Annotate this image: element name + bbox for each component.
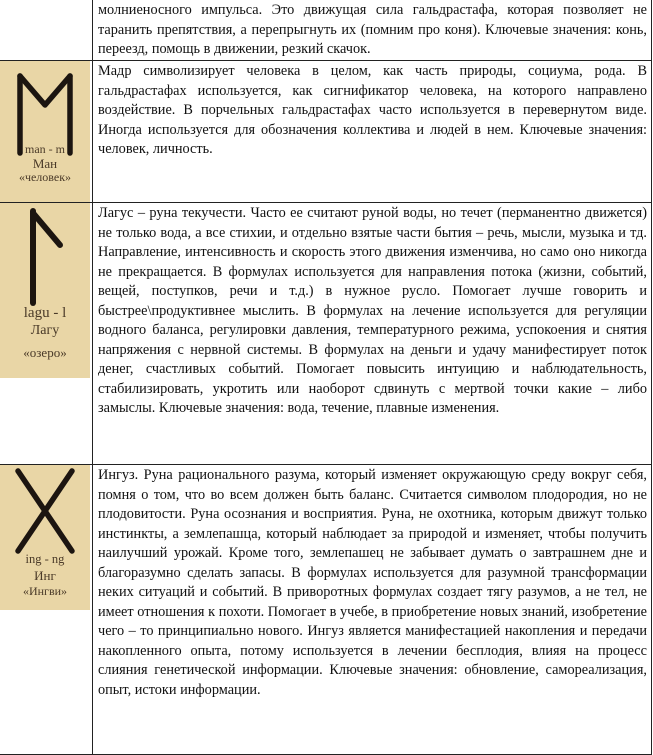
rune-caption-name: Ман [32, 156, 58, 171]
rune-caption-translit: lagu - l [23, 305, 67, 321]
ingwaz-rune-icon [0, 465, 90, 561]
rune-image-cell [0, 203, 93, 465]
table-row [0, 61, 652, 203]
description-cell [93, 61, 652, 203]
rune-caption-translit: ing - ng [25, 552, 65, 566]
rune-description: Лагус – руна текучести. Часто ее считают руной воды, но течет (перманентно движется) не только вода, а все стихии, и отдельно взятые части бытия – речь, мысли, музыка и тд. Направление, интенсивность и скорость этого движения изменчива, но само оно никогда не прекращается. В формулах используется для направления потока (жизни, событий, вещей, поступков, речи и т.д.) в нужное русло. Помогает лучше говорить и быстрее\продуктивнее мыслить. В формулах на лечение используется для регуляции водного баланса, регулировки давления, температурного режима, успокоения и снятия напряжения с нервной системы. В формулах на деньги и удачу манифестирует поток денег, счастливых событий. Помогает повысить интуицию и наблюдательность, стабилизировать, укротить или наоборот сдвинуть с мертвой точки какие – либо замыслы. Ключевые значения: вода, течение, плавные изменения. [98, 205, 647, 416]
rune-card [0, 465, 90, 610]
rune-description: молниеносного импульса. Это движущая сила гальдрастафа, которая позволяет не таранить препятствия, а перепрыгнуть их (помним про коня). Ключевые значения: конь, переезд, помощь в движении, резкий скачок. [98, 2, 647, 57]
table-row [0, 465, 652, 755]
laguz-rune-icon [0, 203, 90, 313]
description-cell [93, 203, 652, 465]
table-row [0, 203, 652, 465]
rune-caption-name: Лагу [30, 323, 60, 338]
rune-caption-name: Инг [34, 568, 56, 583]
table-row [0, 0, 652, 61]
description-cell [93, 465, 652, 755]
rune-caption-translit: man - m [25, 142, 65, 156]
empty-image-cell [0, 0, 93, 61]
rune-card [0, 203, 90, 378]
rune-caption-meaning: «Ингви» [22, 584, 68, 598]
rune-image-cell [0, 465, 93, 755]
description-cell [93, 0, 652, 61]
rune-card [0, 61, 90, 202]
rune-description: Ингуз. Руна рационального разума, который изменяет окружающую среду вокруг себя, помня о том, что во всем должен быть баланс. Считается символом плодородия, но не плодовитости. Руна осознания и восприятия. Руна, не охотника, которым движут только инстинкты, а землепашца, который наблюдает за природой и изменяет, чтобы получить наилучший урожай. Кроме того, землепашец не забывает думать о завтрашнем дне и благоразумно сделать запасы. В формулах используется для разумной трансформации неких ситуаций и событий. В приворотных формулах создает тягу разумов, а не тел, не имеет отношения к похоти. Помогает в учебе, в приобретение новых знаний, изобретение чего – то принципиально нового. Ингуз является манифестацией накопления и передачи накопленного опыта, потому используется в лечении бесплодия, влияя на процесс слияния генетической информации. Ключевые значения: обновление, самореализация, опыт, истоки информации. [98, 467, 647, 698]
rune-description: Мадр символизирует человека в целом, как часть природы, социума, рода. В гальдрастафах используется, как сигнификатор человека, на которого направлено воздействие. В порчельных гальдрастафах часто используется в перевернутом виде. Иногда используется для обозначения коллектива и людей в нем. Ключевые значения: человек, личность. [98, 63, 647, 157]
rune-image-cell [0, 61, 93, 203]
rune-caption-meaning: «озеро» [23, 345, 67, 360]
rune-caption-meaning: «человек» [18, 170, 72, 184]
